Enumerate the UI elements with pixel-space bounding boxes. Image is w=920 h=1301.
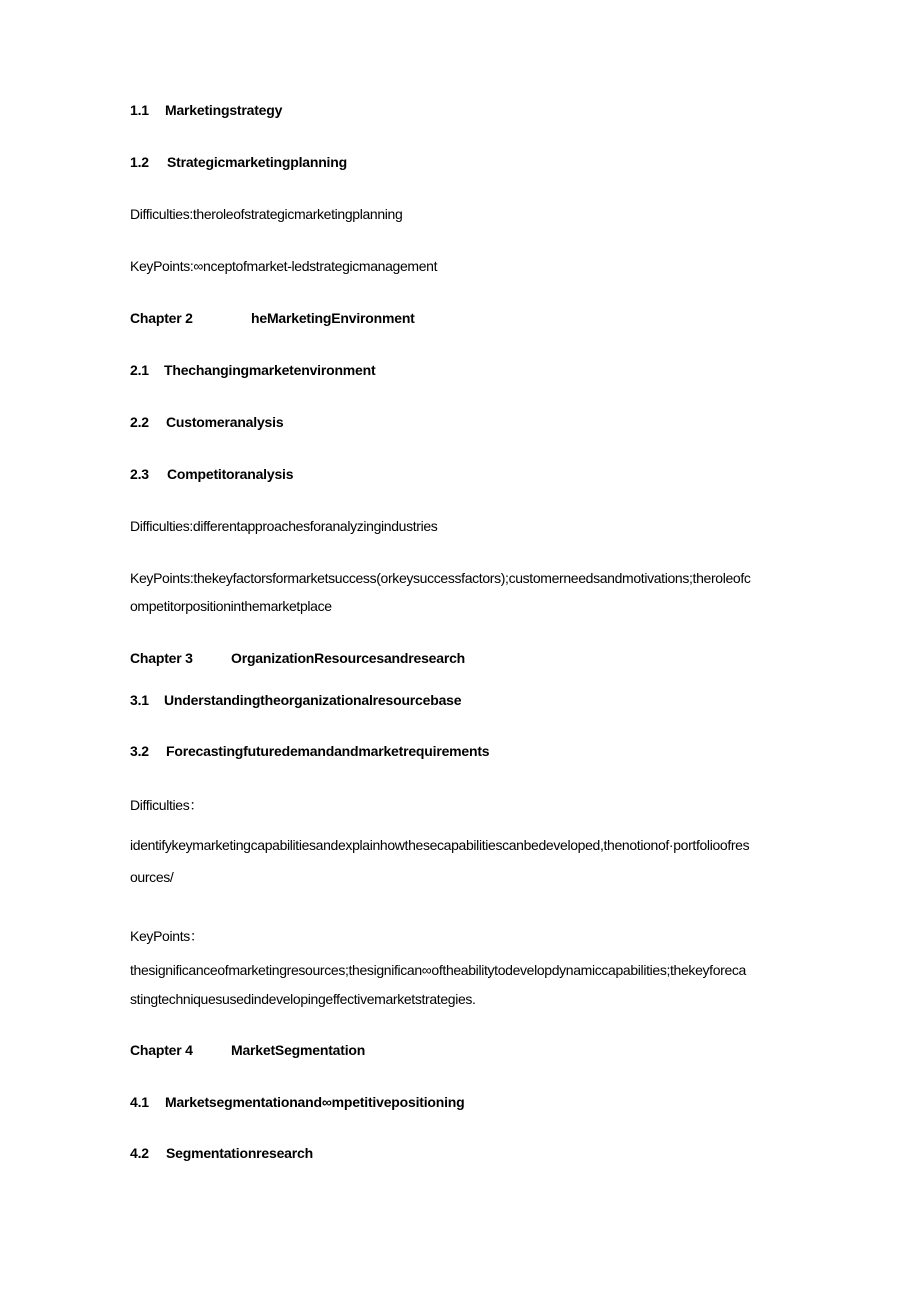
section-heading-4-2 bbox=[130, 1145, 313, 1161]
difficulties-label: Difficulties： bbox=[130, 797, 203, 813]
section-heading-2-3 bbox=[130, 466, 294, 482]
chapter-heading-2 bbox=[130, 310, 415, 326]
section-number: 4.2 bbox=[130, 1145, 149, 1161]
section-heading-3-1 bbox=[130, 692, 462, 708]
difficulties-text-line-2: ources/ bbox=[130, 869, 174, 885]
section-number: 2.2 bbox=[130, 414, 149, 430]
section-title: Segmentationresearch bbox=[166, 1145, 313, 1161]
chapter-heading-3 bbox=[130, 650, 466, 666]
difficulties-text: Difficulties:theroleofstrategicmarketingplanning bbox=[130, 206, 403, 222]
keypoints-text-line-1: thesignificanceofmarketingresources;thesignifican∞oftheabilitytodevelopdynamiccapabilities;thekeyforeca bbox=[130, 962, 746, 978]
section-title: Competitoranalysis bbox=[167, 466, 294, 482]
section-title: Strategicmarketingplanning bbox=[167, 154, 347, 170]
section-title: Forecastingfuturedemandandmarketrequirements bbox=[166, 743, 490, 759]
keypoints-text-line-2: stingtechniquesusedindevelopingeffectivemarketstrategies. bbox=[130, 991, 476, 1007]
section-heading-2-2 bbox=[130, 414, 284, 430]
section-number: 3.1 bbox=[130, 692, 149, 708]
keypoints-text-line-2: ompetitorpositioninthemarketplace bbox=[130, 598, 332, 614]
keypoints-label: KeyPoints： bbox=[130, 928, 204, 944]
section-number: 4.1 bbox=[130, 1094, 149, 1110]
section-title: Understandingtheorganizationalresourcebase bbox=[164, 692, 462, 708]
chapter-label: Chapter 3 bbox=[130, 650, 193, 666]
section-number: 3.2 bbox=[130, 743, 149, 759]
section-title: Marketingstrategy bbox=[165, 102, 283, 118]
chapter-heading-4 bbox=[130, 1042, 366, 1058]
keypoints-text-line-1: KeyPoints:thekeyfactorsformarketsuccess(orkeysuccessfactors);customerneedsandmotivations;theroleofc bbox=[130, 570, 751, 586]
chapter-title: MarketSegmentation bbox=[231, 1042, 366, 1058]
section-number: 2.3 bbox=[130, 466, 149, 482]
difficulties-text: Difficulties:differentapproachesforanalyzingindustries bbox=[130, 518, 438, 534]
section-title: Marketsegmentationand∞mpetitivepositioning bbox=[165, 1094, 465, 1110]
chapter-title: heMarketingEnvironment bbox=[251, 310, 415, 326]
section-heading-4-1 bbox=[130, 1094, 465, 1110]
section-number: 1.2 bbox=[130, 154, 149, 170]
section-heading-1-1 bbox=[130, 102, 283, 118]
chapter-label: Chapter 2 bbox=[130, 310, 193, 326]
chapter-title: OrganizationResourcesandresearch bbox=[231, 650, 466, 666]
keypoints-text: KeyPoints:∞nceptofmarket-ledstrategicmanagement bbox=[130, 258, 438, 274]
section-heading-2-1 bbox=[130, 362, 376, 378]
section-title: Customeranalysis bbox=[166, 414, 284, 430]
section-number: 2.1 bbox=[130, 362, 149, 378]
chapter-label: Chapter 4 bbox=[130, 1042, 193, 1058]
difficulties-text-line-1: identifykeymarketingcapabilitiesandexplainhowthesecapabilitiescanbedeveloped,thenotionof·portfolioofres bbox=[130, 837, 750, 853]
section-heading-3-2 bbox=[130, 743, 490, 759]
section-title: Thechangingmarketenvironment bbox=[164, 362, 376, 378]
section-heading-1-2 bbox=[130, 154, 347, 170]
section-number: 1.1 bbox=[130, 102, 149, 118]
